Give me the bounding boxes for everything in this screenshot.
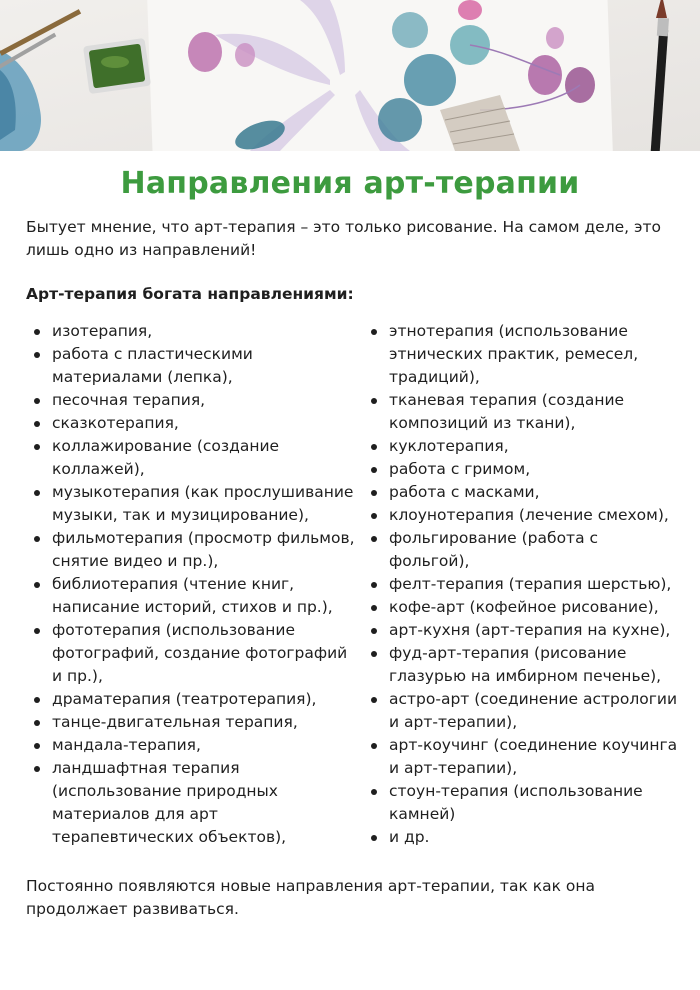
list-item: фелт-терапия (терапия шерстью), [363, 573, 683, 596]
list-item: тканевая терапия (создание композиций из ткани), [363, 389, 683, 435]
list-item: арт-коучинг (соединение коучинга и арт-терапии), [363, 734, 683, 780]
list-item: фольгирование (работа с фольгой), [363, 527, 683, 573]
list-item: изотерапия, [26, 320, 356, 343]
list-item: песочная терапия, [26, 389, 356, 412]
list-item: работа с пластическими материалами (лепка), [26, 343, 356, 389]
closing-paragraph: Постоянно появляются новые направления арт-терапии, так как она продолжает развиваться. [26, 877, 596, 918]
list-item: арт-кухня (арт-терапия на кухне), [363, 619, 683, 642]
header-watercolor-image [0, 0, 700, 151]
list-item: стоун-терапия (использование камней) [363, 780, 683, 826]
list-item: куклотерапия, [363, 435, 683, 458]
list-item: фототерапия (использование фотографий, создание фотографий и пр.), [26, 619, 356, 688]
directions-list-left [26, 320, 356, 849]
list-item: танце-двигательная терапия, [26, 711, 356, 734]
list-item: библиотерапия (чтение книг, написание историй, стихов и пр.), [26, 573, 356, 619]
list-item: ландшафтная терапия (использование природных материалов для арт терапевтических объектов), [26, 757, 356, 849]
list-item: мандала-терапия, [26, 734, 356, 757]
list-item: сказкотерапия, [26, 412, 356, 435]
list-heading: Арт-терапия богата направлениями: [26, 285, 354, 303]
list-item: фильмотерапия (просмотр фильмов, снятие видео и пр.), [26, 527, 356, 573]
list-item: работа с гримом, [363, 458, 683, 481]
list-item: музыкотерапия (как прослушивание музыки, так и музицирование), [26, 481, 356, 527]
list-item: кофе-арт (кофейное рисование), [363, 596, 683, 619]
list-item: фуд-арт-терапия (рисование глазурью на имбирном печенье), [363, 642, 683, 688]
directions-list-right [363, 320, 683, 849]
page-title: Направления арт-терапии [120, 166, 580, 201]
intro-paragraph: Бытует мнение, что арт-терапия – это только рисование. На самом деле, это лишь одно из направлений! [26, 218, 662, 259]
list-item: клоунотерапия (лечение смехом), [363, 504, 683, 527]
list-item: работа с масками, [363, 481, 683, 504]
list-item: и др. [363, 826, 683, 849]
list-item: драматерапия (театротерапия), [26, 688, 356, 711]
list-item: этнотерапия (использование этнических практик, ремесел, традиций), [363, 320, 683, 389]
list-item: коллажирование (создание коллажей), [26, 435, 356, 481]
list-item: астро-арт (соединение астрологии и арт-терапии), [363, 688, 683, 734]
